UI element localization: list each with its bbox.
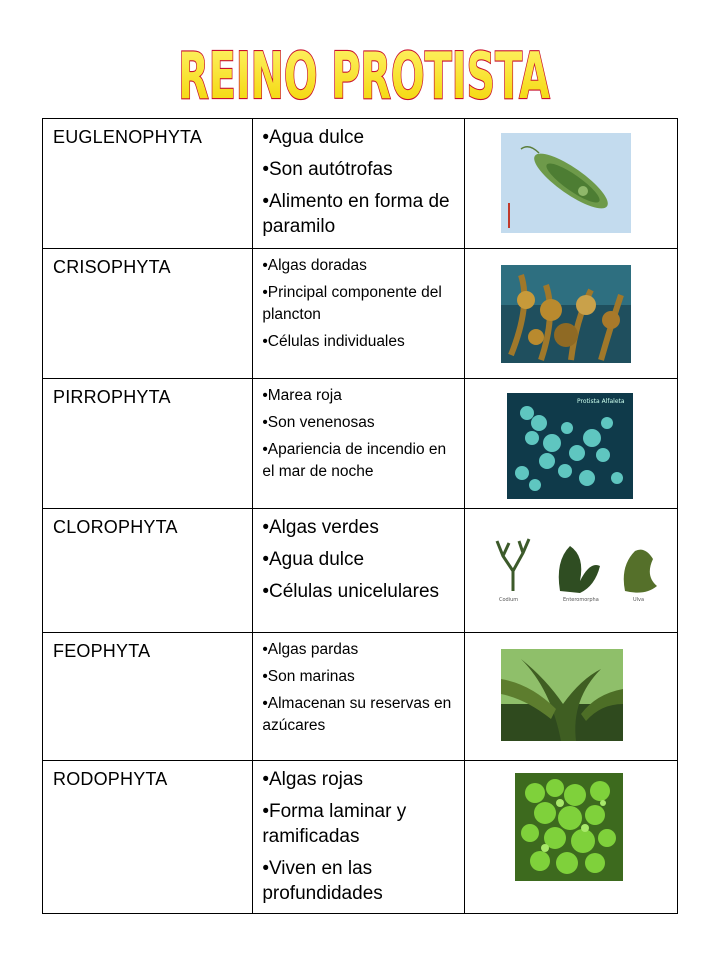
features-cell	[253, 761, 464, 914]
feature-item: •Células unicelulares	[262, 581, 440, 602]
table-row	[43, 119, 678, 249]
image-cell	[464, 509, 677, 633]
division-cell	[43, 633, 253, 761]
division-name: CRISOPHYTA	[53, 257, 171, 277]
feature-item: •Principal componente del plancton	[262, 284, 442, 323]
feature-item: •Son venenosas	[262, 414, 375, 431]
division-cell	[43, 761, 253, 914]
image-caption: Codium	[498, 597, 518, 603]
features-cell	[253, 249, 464, 379]
golden-algae-image	[501, 265, 631, 363]
feature-item: •Células individuales	[262, 333, 405, 350]
features-cell	[253, 379, 464, 509]
table-row	[43, 249, 678, 379]
table-row	[43, 379, 678, 509]
feature-item: •Agua dulce	[262, 127, 365, 148]
image-cell	[464, 633, 677, 761]
features-cell	[253, 633, 464, 761]
title-text: REINO PROTISTA	[178, 40, 550, 108]
division-name: PIRROPHYTA	[53, 387, 171, 407]
feature-item: •Algas doradas	[262, 257, 367, 274]
red-algae-image	[515, 773, 623, 881]
features-cell	[253, 119, 464, 249]
feature-item: •Forma laminar y ramificadas	[262, 801, 407, 847]
feature-item: •Algas rojas	[262, 769, 363, 790]
image-caption: Ulva	[632, 597, 644, 603]
protista-table	[42, 118, 678, 914]
division-cell	[43, 119, 253, 249]
image-cell	[464, 761, 677, 914]
division-cell	[43, 509, 253, 633]
image-caption: Protista Alfaleta	[576, 398, 625, 405]
feature-item: •Alimento en forma de paramilo	[262, 191, 450, 237]
image-caption: Enteromorpha	[562, 597, 599, 603]
feature-item: •Son marinas	[262, 668, 355, 685]
feature-item: •Marea roja	[262, 387, 342, 404]
image-cell	[464, 379, 677, 509]
feature-item: •Viven en las profundidades	[262, 858, 383, 904]
division-name: FEOPHYTA	[53, 641, 151, 661]
page-title	[0, 40, 728, 108]
feature-item: •Algas verdes	[262, 517, 379, 538]
feature-item: •Agua dulce	[262, 549, 365, 570]
green-algae-image	[485, 531, 665, 603]
division-cell	[43, 379, 253, 509]
euglena-image	[501, 133, 631, 233]
division-name: RODOPHYTA	[53, 769, 168, 789]
table-row	[43, 761, 678, 914]
feature-item: •Algas pardas	[262, 641, 359, 658]
division-name: EUGLENOPHYTA	[53, 127, 203, 147]
dinoflagellate-image	[507, 393, 633, 499]
title-wordart	[0, 40, 728, 108]
feature-item: •Apariencia de incendio en el mar de noche	[262, 441, 447, 480]
feature-item: •Almacenan su reservas en azúcares	[262, 695, 452, 734]
feature-item: •Son autótrofas	[262, 159, 393, 180]
brown-algae-image	[501, 649, 623, 741]
image-cell	[464, 249, 677, 379]
image-cell	[464, 119, 677, 249]
features-cell	[253, 509, 464, 633]
division-cell	[43, 249, 253, 379]
division-name: CLOROPHYTA	[53, 517, 178, 537]
table-row	[43, 509, 678, 633]
table-row	[43, 633, 678, 761]
